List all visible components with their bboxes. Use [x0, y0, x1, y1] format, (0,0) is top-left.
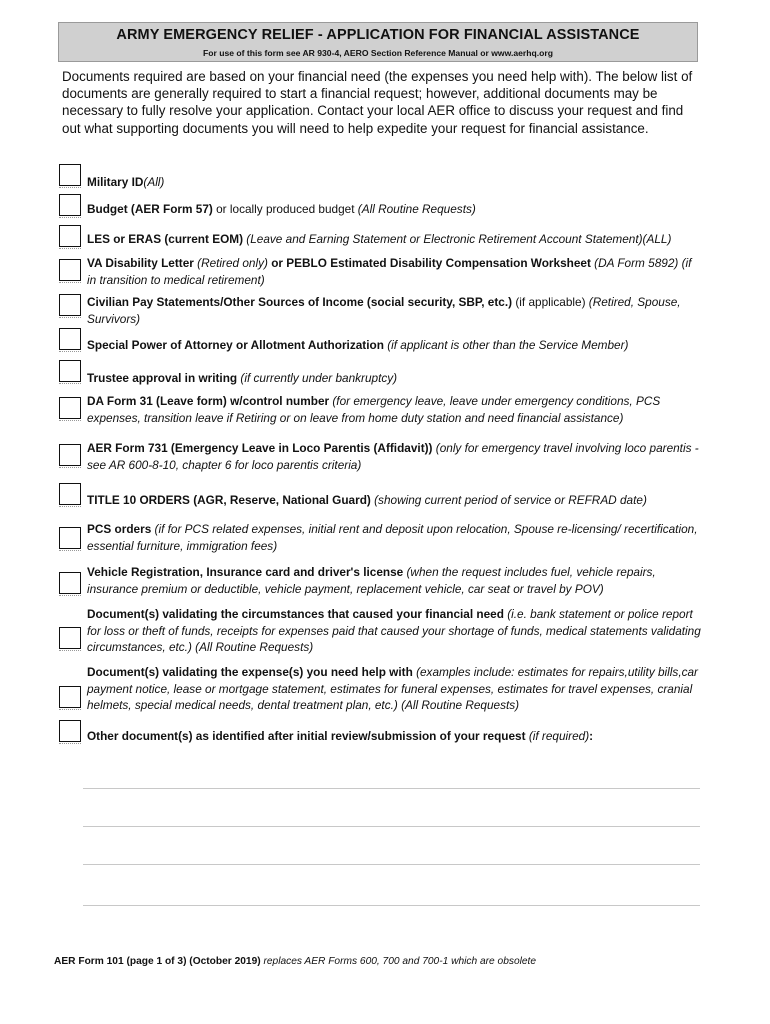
- checkbox-military-id[interactable]: [59, 164, 81, 186]
- form-footer: [54, 956, 536, 967]
- item-text: AER Form 731 (Emergency Leave in Loco Parentis (Affidavit)) (only for emergency travel involving loco parentis - see AR 600-8-10, chapter 6 for loco parentis criteria): [87, 441, 699, 472]
- checkbox-civilian-pay[interactable]: [59, 294, 81, 316]
- item-text: Trustee approval in writing (if currently under bankruptcy): [87, 371, 398, 385]
- checkbox-circumstances-documents[interactable]: [59, 627, 81, 649]
- checkbox-expense-documents[interactable]: [59, 686, 81, 708]
- form-header: [58, 22, 698, 62]
- checkbox-power-of-attorney[interactable]: [59, 328, 81, 350]
- item-text: Civilian Pay Statements/Other Sources of Income (social security, SBP, etc.) (if applicable) (Retired, Spouse, Survivors): [87, 295, 681, 326]
- item-text: Document(s) validating the circumstances that caused your financial need (i.e. bank statement or police report for loss or theft of funds, receipts for expenses paid that caused your shortage of funds, medical statements validating circumstances, etc.) (All Routine Requests): [87, 607, 701, 654]
- item-text: PCS orders (if for PCS related expenses, initial rent and deposit upon relocation, Spouse re-licensing/ recertification, essential furniture, immigration fees): [87, 522, 698, 553]
- item-text: Budget (AER Form 57) or locally produced budget (All Routine Requests): [87, 202, 476, 216]
- item-text: Military ID(All): [87, 175, 165, 189]
- footer-note: replaces AER Forms 600, 700 and 700-1 which are obsolete: [260, 956, 537, 967]
- checkbox-da-form-31[interactable]: [59, 397, 81, 419]
- checkbox-aer-form-731[interactable]: [59, 444, 81, 466]
- checkbox-other-documents[interactable]: [59, 720, 81, 742]
- writing-line[interactable]: [83, 788, 700, 789]
- item-text: VA Disability Letter (Retired only) or PEBLO Estimated Disability Compensation Worksheet (DA Form 5892) (if in transition to medical retirement): [87, 256, 692, 287]
- form-subtitle: For use of this form see AR 930-4, AERO Section Reference Manual or www.aerhq.org: [202, 48, 554, 58]
- intro-paragraph: Documents required are based on your financial need (the expenses you need help with). The below list of documents are generally required to start a financial request; however, additional documents may be necessary to fully resolve your application. Contact your local AER office to discuss your request and find out what supporting documents you will need to help expedite your request for financial assistance.: [62, 69, 693, 136]
- item-text: LES or ERAS (current EOM) (Leave and Earning Statement or Electronic Retirement Account Statement)(ALL): [87, 232, 672, 246]
- checkbox-budget[interactable]: [59, 194, 81, 216]
- item-text: Document(s) validating the expense(s) you need help with (examples include: estimates for repairs,utility bills,car payment notice, lease or mortgage statement, estimates for funeral expenses, estimates for travel expenses, cranial helmets, special medical needs, dental treatment plan, etc.) (All Routine Requests): [87, 665, 698, 712]
- checkbox-vehicle-registration[interactable]: [59, 572, 81, 594]
- writing-line[interactable]: [83, 905, 700, 906]
- checkbox-trustee-approval[interactable]: [59, 360, 81, 382]
- writing-line[interactable]: [83, 826, 700, 827]
- checkbox-title-10-orders[interactable]: [59, 483, 81, 505]
- form-title: ARMY EMERGENCY RELIEF - APPLICATION FOR FINANCIAL ASSISTANCE: [116, 27, 640, 43]
- checkbox-va-disability[interactable]: [59, 259, 81, 281]
- item-text: Special Power of Attorney or Allotment Authorization (if applicant is other than the Service Member): [87, 338, 629, 352]
- footer-form-id: AER Form 101 (page 1 of 3) (October 2019): [54, 956, 261, 967]
- item-text: DA Form 31 (Leave form) w/control number (for emergency leave, leave under emergency conditions, PCS expenses, transition leave if Retiring or on leave from home duty station and need financial assistance): [87, 394, 661, 425]
- writing-line[interactable]: [83, 864, 700, 865]
- item-text: Other document(s) as identified after initial review/submission of your request (if required):: [87, 729, 594, 743]
- item-text: Vehicle Registration, Insurance card and driver's license (when the request includes fuel, vehicle repairs, insurance premium or deductible, vehicle payment, replacement vehicle, car seat or travel by POV): [87, 565, 656, 596]
- checkbox-les-eras[interactable]: [59, 225, 81, 247]
- checkbox-pcs-orders[interactable]: [59, 527, 81, 549]
- item-text: TITLE 10 ORDERS (AGR, Reserve, National Guard) (showing current period of service or REFRAD date): [87, 493, 647, 507]
